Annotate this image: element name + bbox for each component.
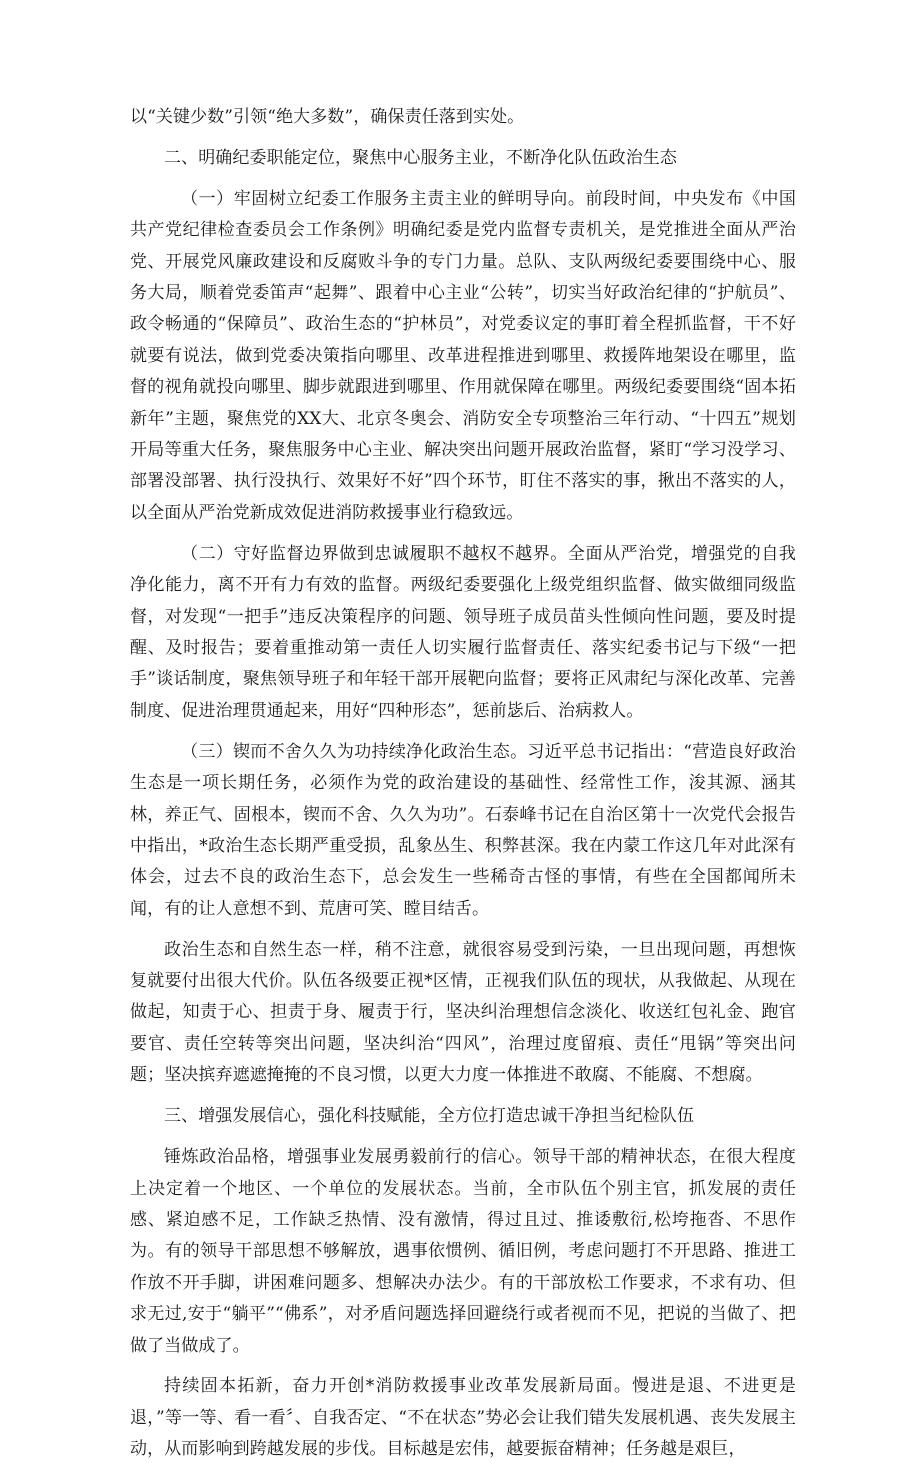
section-heading-2: 二、明确纪委职能定位，聚焦中心服务主业，不断净化队伍政治生态 bbox=[164, 147, 677, 168]
document-body bbox=[130, 102, 796, 1475]
paragraph-2-1: （一）牢固树立纪委工作服务主责主业的鲜明导向。前段时间，中央发布《中国共产党纪律检查委员会工作条例》明确纪委是党内监督专责机关，是党推进全面从严治党、开展党风廉政建设和反腐败斗争的专门力量。总队、支队两级纪委要围绕中心、服务大局，顺着党委笛声“起舞”、跟着中心主业“公转”，切实当好政治纪律的“护航员”、政令畅通的“保障员”、政治生态的“护林员”，对党委议定的事盯着全程抓监督，干不好就要有说法，做到党委决策指向哪里、改革进程推进到哪里、救援阵地架设在哪里，监督的视角就投向哪里、脚步就跟进到哪里、作用就保障在哪里。两级纪委要围绕“固本拓新年”主题，聚焦党的XX大、北京冬奥会、消防安全专项整治三年行动、“十四五”规划开局等重大任务，聚焦服务中心主业、解决突出问题开展政治监督，紧盯“学习没学习、部署没部署、执行没执行、效果好不好”四个环节，盯住不落实的事，揪出不落实的人，以全面从严治党新成效促进消防救援事业行稳致远。 bbox=[130, 188, 796, 523]
paragraph-political-character: 锤炼政治品格，增强事业发展勇毅前行的信心。领导干部的精神状态，在很大程度上决定着一个地区、一个单位的发展状态。当前，全市队伍个别主官，抓发展的责任感、紧迫感不足，工作缺乏热情、没有激情，得过且过、推诿敷衍,松垮拖沓、不思作为。有的领导干部思想不够解放，遇事依惯例、循旧例，考虑问题打不开思路、推进工作放不开手脚，讲困难问题多、想解决办法少。有的干部放松工作要求，不求有功、但求无过,安于“躺平”“佛系”，对矛盾问题选择回避绕行或者视而不见，把说的当做了、把做了当做成了。 bbox=[130, 1147, 796, 1356]
paragraph-2-2: （二）守好监督边界做到忠诚履职不越权不越界。全面从严治党，增强党的自我净化能力，离不开有力有效的监督。两级纪委要强化上级党组织监督、做实做细同级监督，对发现“一把手”违反决策程序的问题、领导班子成员苗头性倾向性问题，要及时提醒、及时报告；要着重推动第一责任人切实履行监督责任、落实纪委书记与下级“一把手”谈话制度，聚焦领导班子和年轻干部开展靶向监督；要将正风肃纪与深化改革、完善制度、促进治理贯通起来，用好“四种形态”，惩前毖后、治病救人。 bbox=[130, 543, 796, 721]
paragraph-ecology: 政治生态和自然生态一样，稍不注意，就很容易受到污染，一旦出现问题，再想恢复就要付出很大代价。队伍各级要正视*区情，正视我们队伍的现状，从我做起、从现在做起，知责于心、担责于身、履责于行，坚决纠治理想信念淡化、收送红包礼金、跑官要官、责任空转等突出问题，坚决纠治“四风”，治理过度留痕、责任“甩锅”等突出问题；坚决摈弃遮遮掩掩的不良习惯，以更大力度一体推进不敢腐、不能腐、不想腐。 bbox=[130, 939, 796, 1086]
paragraph-continuation: 以“关键少数”引领“绝大多数”，确保责任落到实处。 bbox=[130, 107, 525, 127]
paragraph-consolidate: 持续固本拓新，奋力开创*消防救援事业改革发展新局面。慢进是退、不进更是退，”等一等、看一看〞、自我否定、“不在状态”势必会让我们错失发展机遇、丧失发展主动，从而影响到跨越发展的步伐。目标越是宏伟，越要振奋精神；任务越是艰巨， bbox=[130, 1376, 796, 1460]
section-heading-3: 三、增强发展信心，强化科技赋能，全方位打造忠诚干净担当纪检队伍 bbox=[164, 1106, 695, 1127]
paragraph-2-3: （三）锲而不舍久久为功持续净化政治生态。习近平总书记指出：“营造良好政治生态是一项长期任务，必须作为党的政治建设的基础性、经常性工作，浚其源、涵其林，养正气、固根本，锲而不舍、久久为功”。石泰峰书记在自治区第十一次党代会报告中指出，*政治生态长期严重受损，乱象丛生、积弊甚深。我在内蒙工作这几年对此深有体会，过去不良的政治生态下，总会发生一些稀奇古怪的事情，有些在全国都闻所未闻，有的让人意想不到、荒唐可笑、瞠目结舌。 bbox=[130, 741, 796, 919]
